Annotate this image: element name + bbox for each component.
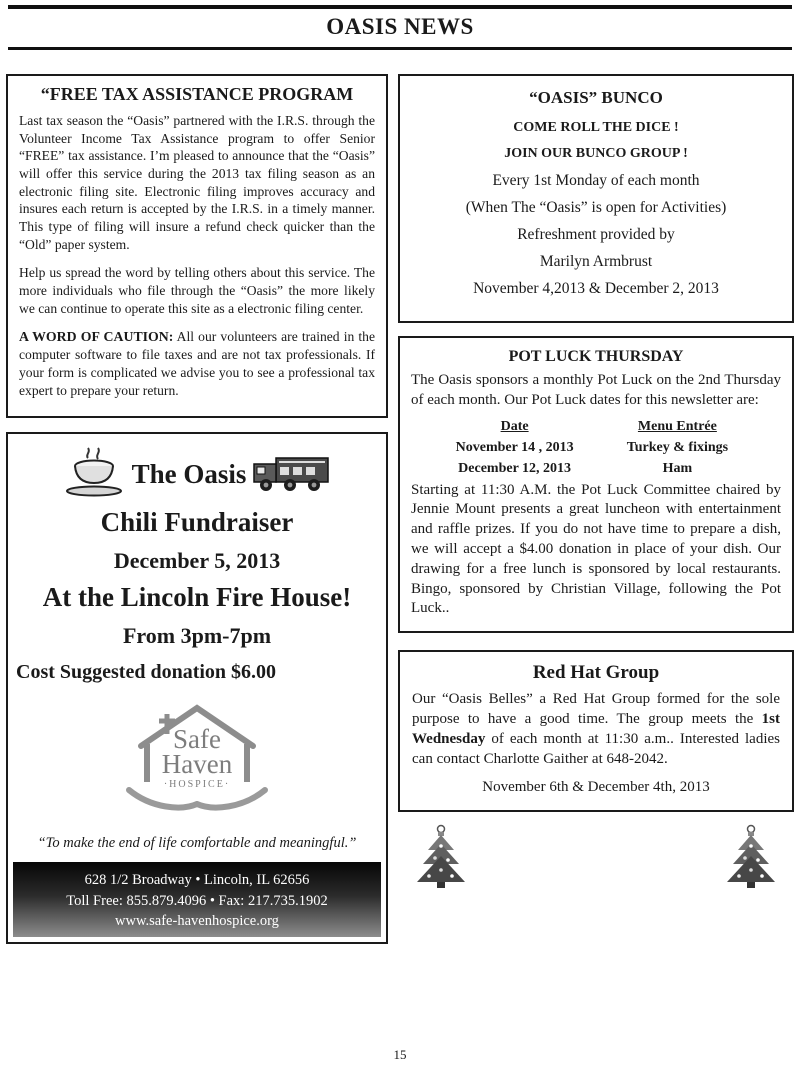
bunco-article <box>398 74 794 323</box>
bunco-title: “OASIS” BUNCO <box>529 88 663 107</box>
christmas-trees-row <box>398 824 794 897</box>
chili-line-location: At the Lincoln Fire House! <box>42 582 352 613</box>
tax-caution-paragraph <box>19 328 375 399</box>
tax-caution-label: A WORD OF CAUTION: <box>19 329 174 345</box>
hospice-address: 628 1/2 Broadway • Lincoln, IL 62656 <box>84 872 310 889</box>
page-number: 15 <box>393 1047 407 1062</box>
hospice-contact-bar <box>13 862 381 937</box>
hospice-website: www.safe-havenhospice.org <box>115 912 279 929</box>
red-hat-body-post: of each month at 11:30 a.m.. Interested ladies can contact Charlotte Gaither at 648-2042. <box>412 731 780 767</box>
pot-luck-body: Starting at 11:30 A.M. the Pot Luck Committee chaired by Jennie Mount presents a great luncheon with entertainment and raffle prizes. If you do not have time to prepare a dish, we will accept a $4.00 donation in place of your dish. Our drawing for a free lunch is sponsored by local restaurants. Bingo, sponsored by Christian Village, following the Pot Luck.. <box>411 481 781 617</box>
logo-word-haven: Haven <box>161 749 233 780</box>
logo-word-safe: Safe <box>173 724 221 755</box>
chili-fundraiser-flyer <box>6 432 388 944</box>
soup-bowl-icon <box>64 446 126 503</box>
hospice-tagline: “To make the end of life comfortable and meaningful.” <box>37 835 357 852</box>
chili-line-time: From 3pm-7pm <box>122 623 272 649</box>
left-column <box>6 74 388 944</box>
pot-luck-col-date-header: Date <box>500 418 529 434</box>
tax-article-title: “FREE TAX ASSISTANCE PROGRAM <box>40 84 354 104</box>
pot-luck-title: POT LUCK THURSDAY <box>508 348 684 365</box>
pot-luck-article <box>398 336 794 633</box>
bunco-line-host: Marilyn Armbrust <box>539 253 653 270</box>
red-hat-body-bold: 1st Wednesday <box>412 711 780 748</box>
right-column <box>398 74 794 897</box>
pot-luck-row-menu: Turkey & fixings <box>626 439 729 455</box>
pot-luck-row-menu: Ham <box>662 460 693 476</box>
red-hat-title: Red Hat Group <box>532 662 660 684</box>
chili-title-row <box>8 446 386 503</box>
red-hat-body-pre: Our “Oasis Belles” a Red Hat Group formed for the sole purpose to have a good time. The group meets the <box>412 691 780 728</box>
chili-line-fundraiser: Chili Fundraiser <box>100 507 294 538</box>
tax-paragraph-1: Last tax season the “Oasis” partnered with the I.R.S. through the Volunteer Income Tax Assistance program to offer Senior “FREE” tax assistance. I’m pleased to announce that the “Oasis” will offer this service during the 2013 tax filing season as an electronic filing site. Electronic filing improves accuracy and insures each return is accepted by the I.R.S. in a timely manner. This type of filing will insure a refund check quicker than the “Old” paper system. <box>19 113 375 252</box>
tax-caution-text: All our volunteers are trained in the computer software to file taxes and are not tax professionals. If your form is complicated we advise you to see a professional tax expert to prepare your return. <box>19 329 376 398</box>
red-hat-article <box>398 650 794 812</box>
newsletter-title: OASIS NEWS <box>326 14 474 39</box>
pot-luck-row-date: November 14 , 2013 <box>455 439 574 455</box>
tax-assistance-article <box>6 74 388 418</box>
pot-luck-col-menu-header: Menu Entrée <box>637 418 717 434</box>
logo-word-hospice: ·HOSPICE· <box>163 779 231 791</box>
pot-luck-row-date: December 12, 2013 <box>458 460 572 476</box>
bunco-line-join: JOIN OUR BUNCO GROUP ! <box>504 146 688 161</box>
pot-luck-intro: The Oasis sponsors a monthly Pot Luck on the 2nd Thursday of each month. Our Pot Luck dates for this newsletter are: <box>411 372 781 408</box>
fire-truck-icon <box>252 450 330 499</box>
red-hat-dates: November 6th & December 4th, 2013 <box>482 778 710 795</box>
red-hat-body <box>412 690 780 770</box>
pot-luck-table <box>433 419 759 477</box>
bunco-line-refresh: Refreshment provided by <box>517 226 675 243</box>
chili-line-oasis: The Oasis <box>131 459 247 490</box>
bunco-line-open: (When The “Oasis” is open for Activities) <box>465 199 727 216</box>
bunco-line-dates: November 4,2013 & December 2, 2013 <box>473 280 719 297</box>
safe-haven-house-hands-logo <box>8 694 386 821</box>
bunco-line-when: Every 1st Monday of each month <box>492 172 700 189</box>
hospice-phone: Toll Free: 855.879.4096 • Fax: 217.735.1902 <box>66 892 328 909</box>
christmas-tree-ornament-icon <box>414 824 468 897</box>
christmas-tree-ornament-icon <box>724 824 778 897</box>
tax-paragraph-2: Help us spread the word by telling others about this service. The more individuals who file through the “Oasis” the more likely we can continue to operate this site as a electronic filing center. <box>19 265 375 316</box>
two-column-layout <box>6 74 794 944</box>
chili-line-cost: Cost Suggested donation $6.00 <box>16 661 277 684</box>
chili-line-date: December 5, 2013 <box>113 548 281 574</box>
newsletter-masthead <box>8 5 792 50</box>
bunco-line-dice: COME ROLL THE DICE ! <box>513 120 679 135</box>
